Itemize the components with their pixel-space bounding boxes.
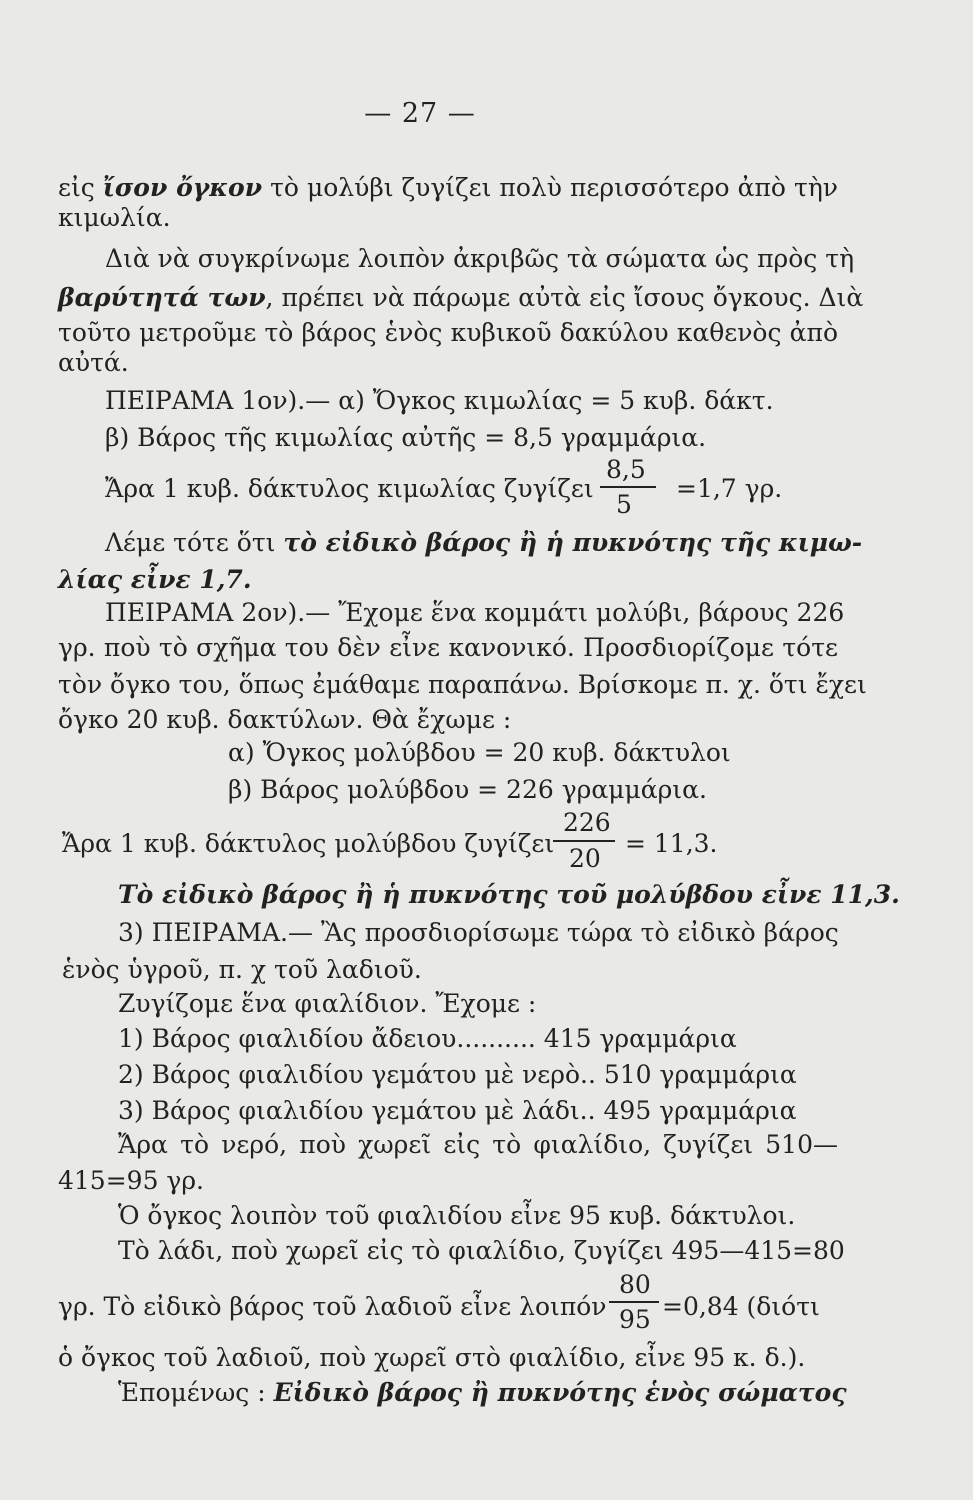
text-line: 3) Βάρος φιαλιδίου γεμάτου μὲ λάδι.. 495 γραμμάρια (118, 1096, 797, 1125)
fraction-bar (600, 486, 656, 488)
text-line: Διὰ νὰ συγκρίνωμε λοιπὸν ἀκριβῶς τὰ σώματα ὡς πρὸς τὴ (105, 244, 855, 273)
text-line: αὐτά. (58, 348, 129, 377)
text-line: =0,84 (διότι (662, 1292, 820, 1321)
text-line: Ὁ ὄγκος λοιπὸν τοῦ φιαλιδίου εἶνε 95 κυβ. δάκτυλοι. (118, 1201, 796, 1230)
text-line: β) Βάρος τῆς κιμωλίας αὐτῆς = 8,5 γραμμάρια. (105, 423, 707, 452)
text-line: τὸν ὄγκο του, ὅπως ἐμάθαμε παραπάνω. Βρίσκομε π. χ. ὅτι ἔχει (58, 670, 867, 699)
text-line: Τὸ λάδι, ποὺ χωρεῖ εἰς τὸ φιαλίδιο, ζυγίζει 495—415=80 (118, 1236, 845, 1265)
text-line: λίας εἶνε 1,7. (58, 565, 252, 594)
fraction-denominator: 5 (616, 490, 632, 519)
text-line: Ἄρα 1 κυβ. δάκτυλος κιμωλίας ζυγίζει (105, 474, 594, 503)
fraction-denominator: 95 (619, 1305, 651, 1334)
text-line: Λέμε τότε ὅτι τὸ εἰδικὸ βάρος ἢ ἡ πυκνότης τῆς κιμω- (105, 528, 863, 557)
text-line: ὄγκο 20 κυβ. δακτύλων. Θὰ ἔχωμε : (58, 705, 512, 734)
text-line: = 11,3. (625, 829, 718, 858)
text-line: ΠΕΙΡΑΜΑ 1ον).— α) Ὄγκος κιμωλίας = 5 κυβ. δάκτ. (105, 386, 774, 415)
text-line: 1) Βάρος φιαλιδίου ἄδειου.......... 415 γραμμάρια (118, 1024, 737, 1053)
text-line: β) Βάρος μολύβδου = 226 γραμμάρια. (228, 775, 707, 804)
text-line: ΠΕΙΡΑΜΑ 2ον).— Ἔχομε ἕνα κομμάτι μολύβι, βάρους 226 (105, 598, 845, 627)
text-line: εἰς ἴσον ὄγκον τὸ μολύβι ζυγίζει πολὺ περισσότερο ἀπὸ τὴν (58, 173, 838, 202)
text-line: Ζυγίζομε ἕνα φιαλίδιον. Ἔχομε : (118, 989, 537, 1018)
text-line: γρ. ποὺ τὸ σχῆμα του δὲν εἶνε κανονικό. Προσδιορίζομε τότε (58, 633, 838, 662)
fraction (600, 455, 660, 525)
text-line: κιμωλία. (58, 203, 171, 232)
fraction-bar (609, 1301, 659, 1303)
fraction-bar (553, 840, 615, 842)
text-line: βαρύτητά των, πρέπει νὰ πάρωμε αὐτὰ εἰς ἴσους ὄγκους. Διὰ (58, 283, 864, 312)
text-line: ἑνὸς ὑγροῦ, π. χ τοῦ λαδιοῦ. (62, 955, 422, 984)
page-number: — 27 — (364, 98, 476, 129)
text-line: 2) Βάρος φιαλιδίου γεμάτου μὲ νερὸ.. 510 γραμμάρια (118, 1060, 797, 1089)
text-line: ὁ ὄγκος τοῦ λαδιοῦ, ποὺ χωρεῖ στὸ φιαλίδιο, εἶνε 95 κ. δ.). (58, 1343, 806, 1372)
text-line: α) Ὄγκος μολύβδου = 20 κυβ. δάκτυλοι (228, 738, 731, 767)
fraction (605, 1270, 665, 1342)
fraction-denominator: 20 (569, 844, 601, 873)
text-line: Ἄρα 1 κυβ. δάκτυλος μολύβδου ζυγίζει (62, 829, 555, 858)
text-line: γρ. Τὸ εἰδικὸ βάρος τοῦ λαδιοῦ εἶνε λοιπόν (58, 1292, 607, 1321)
text-line: τοῦτο μετροῦμε τὸ βάρος ἑνὸς κυβικοῦ δακύλου καθενὸς ἀπὸ (58, 318, 838, 347)
text-line: Τὸ εἰδικὸ βάρος ἢ ἡ πυκνότης τοῦ μολύβδου εἶνε 11,3. (118, 880, 900, 909)
text-line: 3) ΠΕΙΡΑΜΑ.— Ἂς προσδιορίσωμε τώρα τὸ εἰδικὸ βάρος (118, 918, 839, 947)
fraction-numerator: 226 (563, 808, 611, 837)
text-line: =1,7 γρ. (676, 474, 783, 503)
text-line: Ἄρα τὸ νερό, ποὺ χωρεῖ εἰς τὸ φιαλίδιο, ζυγίζει 510— (118, 1130, 838, 1159)
text-line: Ἑπομένως : Εἰδικὸ βάρος ἢ πυκνότης ἑνὸς σώματος (118, 1378, 847, 1407)
fraction (553, 808, 623, 880)
text-line: 415=95 γρ. (58, 1166, 205, 1195)
fraction-numerator: 8,5 (606, 455, 646, 484)
fraction-numerator: 80 (619, 1270, 651, 1299)
